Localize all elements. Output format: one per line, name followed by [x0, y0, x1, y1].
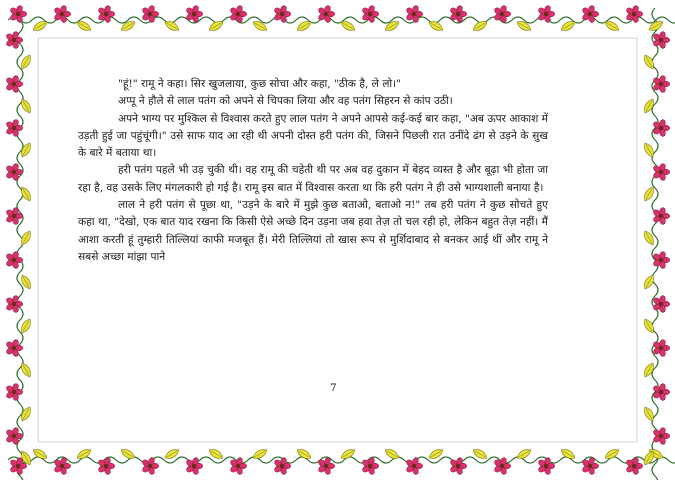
paragraph-1: "हूं!" रामू ने कहा। सिर खुजलाया, कुछ सोचा और कहा, "ठीक है, ले लो।": [118, 78, 402, 90]
page-number: 7: [330, 382, 337, 394]
story-text: [78, 76, 548, 266]
paragraph-3: अपने भाग्य पर मुश्किल से विश्वास करते हुए लाल पतंग ने अपने आपसे कई-कई बार कहा, "अब ऊपर आकाश में उड़ती हुई जा पहुंचूंगी।" उसे साफ याद आ रही थी अपनी दोस्त हरी पतंग की, जिसने पिछली रात उनींदे ढंग से उड़ने के सुख के बारे में बताया था।: [78, 112, 548, 160]
paragraph-2: अप्पू ने हौले से लाल पतंग को अपने से चिपका लिया और वह पतंग सिहरन से कांप उठी।: [118, 95, 453, 108]
paragraph-4: हरी पतंग पहले भी उड़ चुकी थी। वह रामू की चहेती थी पर अब वह दुकान में बेहद व्यस्त है और बूढ़ा भी होता जा रहा है, वह उसके लिए मंगलकारी हो गई है। रामू इस बात में विश्वास करता था कि हरी पतंग ने ही उसे भाग्यशाली बनाया है।: [78, 164, 548, 194]
paragraph-5: लाल ने हरी पतंग से पूछा था, "उड़ने के बारे में मुझे कुछ बताओ, बताओ न!" तब हरी पतंग ने कुछ सोचते हुए कहा था, "देखो, एक बात याद रखना कि किसी ऐसे अच्छे दिन उड़ना जब हवा तेज़ तो चल रही हो, लेकिन बहुत तेज़ नहीं। मैं आशा करती हूं तुम्हारी तिल्लियां काफी मजबूत हैं। मेरी तिल्लियां तो खास रूप से मुर्शिदाबाद से बनकर आई थीं और रामू ने सबसे अच्छा मांझा पाने: [78, 199, 548, 263]
